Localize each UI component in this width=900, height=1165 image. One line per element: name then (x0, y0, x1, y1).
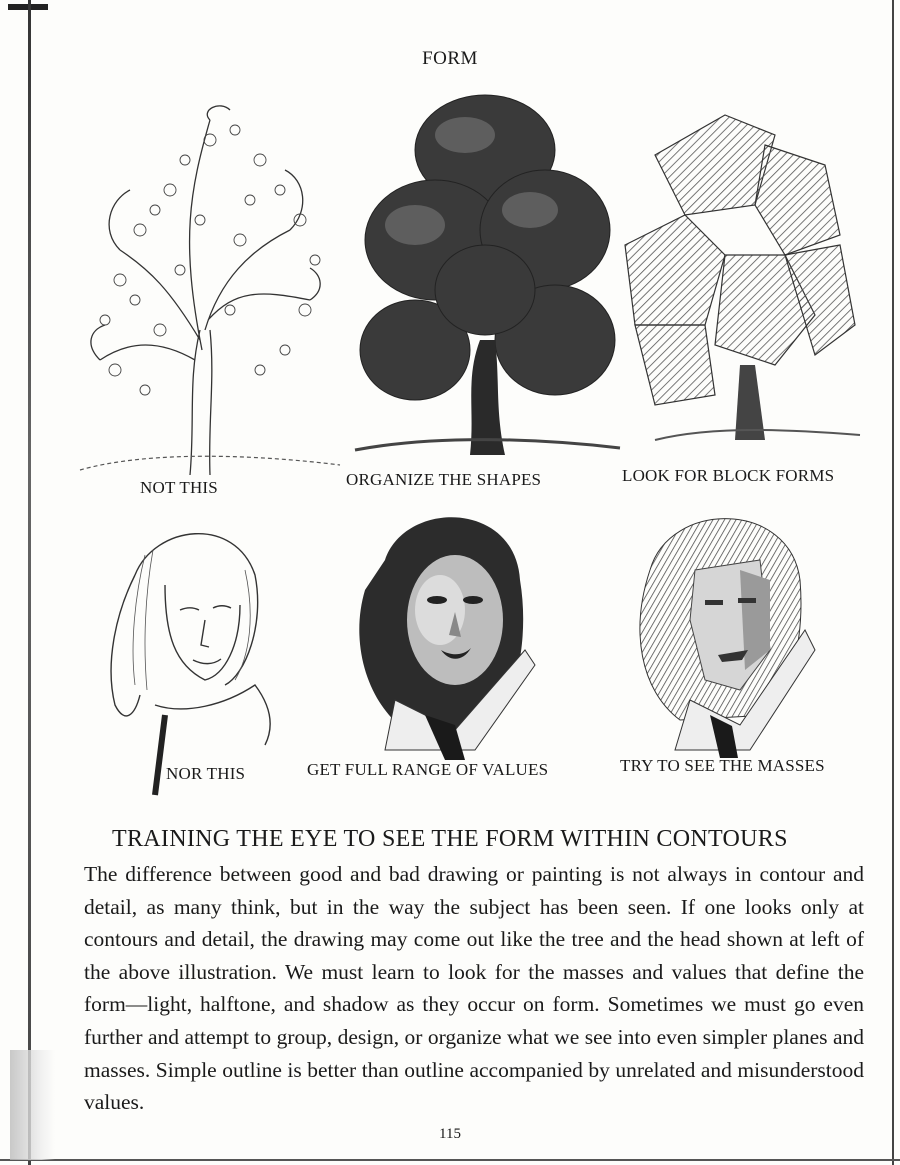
page-bottom-edge (0, 1159, 900, 1161)
caption-nor-this: NOR THIS (166, 764, 246, 783)
page-title: FORM (422, 48, 478, 69)
page-number: 115 (439, 1126, 461, 1142)
caption-get-full-range-of-values: GET FULL RANGE OF VALUES (307, 760, 549, 779)
page-left-edge (28, 0, 31, 1165)
section-heading: TRAINING THE EYE TO SEE THE FORM WITHIN CONTOURS (112, 826, 788, 852)
head-full-values-illustration (345, 500, 545, 760)
page-right-edge (892, 0, 894, 1165)
caption-organize-the-shapes: ORGANIZE THE SHAPES (346, 470, 542, 489)
body-paragraph: The difference between good and bad drawing or painting is not always in contour and detail, as many think, but in the way the subject has been seen. If one looks only at contours and detail, the drawing may come out like the tree and the head shown at left of the above illustration. We must learn to look for the masses and values that define the form—light, halftone, and shadow as they occur on form. Sometimes we must go even further and attempt to group, design, or organize what we see into even simpler planes and masses. Simple outline is better than outline accompanied by unrelated and misunderstood values. (84, 862, 864, 1115)
caption-try-to-see-the-masses: TRY TO SEE THE MASSES (620, 756, 825, 775)
tree-outline-illustration (60, 90, 350, 490)
tree-organized-shapes-illustration (345, 90, 625, 470)
spine-shadow (10, 1050, 55, 1160)
head-masses-illustration (620, 500, 820, 760)
caption-not-this: NOT THIS (140, 478, 218, 497)
head-outline-illustration (95, 515, 275, 805)
tree-block-forms-illustration (615, 95, 865, 455)
caption-look-for-block-forms: LOOK FOR BLOCK FORMS (622, 466, 835, 485)
